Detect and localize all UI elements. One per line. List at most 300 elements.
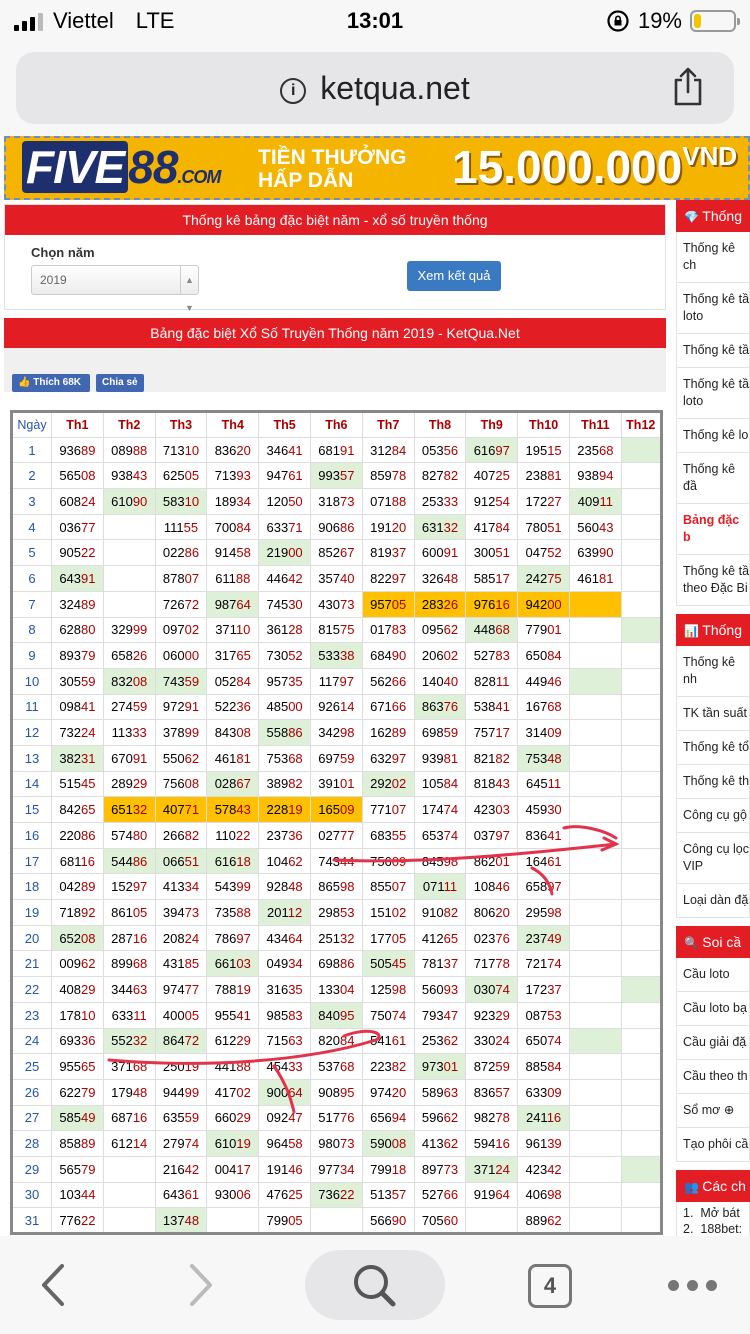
prize-cell: 29598 xyxy=(518,900,570,926)
last-two-digits: 59 xyxy=(132,699,148,715)
prize-cell xyxy=(569,1105,621,1131)
prize-cell: 96139 xyxy=(518,1131,570,1157)
day-cell: 24 xyxy=(12,1028,52,1054)
prize-cell xyxy=(621,771,661,797)
sidebar-link[interactable]: Thống kê ch xyxy=(676,232,750,283)
sidebar-link[interactable]: Tạo phôi cầ xyxy=(676,1128,750,1162)
last-two-digits: 74 xyxy=(443,827,459,843)
search-button[interactable] xyxy=(305,1250,445,1320)
prize-cell: 88962 xyxy=(518,1208,570,1234)
banner-logo: FIVE88.COM xyxy=(22,140,220,194)
last-two-digits: 53 xyxy=(340,904,355,920)
tabs-button[interactable]: 4 xyxy=(528,1264,572,1308)
sidebar-link[interactable]: Thống kê tầ loto xyxy=(676,283,750,334)
prize-cell: 94761 xyxy=(259,463,311,489)
prize-cell: 44642 xyxy=(259,566,311,592)
last-two-digits: 76 xyxy=(340,1110,355,1126)
last-two-digits: 14 xyxy=(132,1136,148,1152)
prize-cell xyxy=(621,925,661,951)
last-two-digits: 77 xyxy=(81,519,96,535)
prize-cell: 44868 xyxy=(466,617,518,643)
last-two-digits: 86 xyxy=(288,725,303,741)
last-two-digits: 83 xyxy=(391,622,407,638)
prize-cell: 98073 xyxy=(310,1131,362,1157)
prize-cell xyxy=(621,1054,661,1080)
prize-cell: 97291 xyxy=(155,694,207,720)
prize-cell: 41265 xyxy=(414,925,466,951)
prize-cell: 84265 xyxy=(52,797,104,823)
prize-cell: 86201 xyxy=(466,848,518,874)
sidebar-link[interactable]: Cầu loto xyxy=(676,958,750,992)
last-two-digits: 67 xyxy=(236,776,251,792)
back-icon[interactable] xyxy=(34,1260,74,1310)
prize-cell: 04752 xyxy=(518,540,570,566)
last-two-digits: 30 xyxy=(547,802,562,818)
sidebar-section-header: 👥 Các ch xyxy=(676,1170,750,1202)
prize-cell xyxy=(621,874,661,900)
prize-cell: 91458 xyxy=(207,540,259,566)
prize-cell: 77622 xyxy=(52,1208,104,1234)
prize-cell: 31873 xyxy=(310,489,362,515)
prize-cell: 80620 xyxy=(466,900,518,926)
last-two-digits: 99 xyxy=(184,1084,200,1100)
prize-cell: 03074 xyxy=(466,977,518,1003)
last-two-digits: 37 xyxy=(391,545,407,561)
last-two-digits: 34 xyxy=(340,1161,355,1177)
last-two-digits: 24 xyxy=(184,930,200,946)
social-bar xyxy=(4,348,666,392)
prize-cell: 91082 xyxy=(414,900,466,926)
prize-cell: 19146 xyxy=(259,1156,311,1182)
prize-cell xyxy=(103,1208,155,1234)
prize-cell xyxy=(621,823,661,849)
prize-cell: 45433 xyxy=(259,1054,311,1080)
prize-cell xyxy=(569,848,621,874)
sidebar-link[interactable]: Cầu theo th xyxy=(676,1060,750,1094)
prize-cell: 17810 xyxy=(52,1002,104,1028)
last-two-digits: 43 xyxy=(132,468,148,484)
prize-cell: 56690 xyxy=(362,1208,414,1234)
table-row xyxy=(12,463,662,489)
last-two-digits: 41 xyxy=(547,827,562,843)
last-two-digits: 99 xyxy=(184,725,200,741)
table-row xyxy=(12,617,662,643)
year-filter-panel xyxy=(4,204,666,313)
prize-cell: 64391 xyxy=(52,566,104,592)
last-two-digits: 76 xyxy=(443,699,459,715)
prize-cell: 78819 xyxy=(207,977,259,1003)
last-two-digits: 74 xyxy=(391,1007,407,1023)
last-two-digits: 48 xyxy=(547,750,562,766)
last-two-digits: 73 xyxy=(184,904,200,920)
prize-cell xyxy=(569,643,621,669)
prize-cell: 22086 xyxy=(52,823,104,849)
last-two-digits: 85 xyxy=(184,956,200,972)
special-prize-table xyxy=(10,410,663,1235)
prize-cell: 30559 xyxy=(52,668,104,694)
last-two-digits: 11 xyxy=(495,673,510,689)
info-icon[interactable]: i xyxy=(280,78,306,104)
prize-cell: 62505 xyxy=(155,463,207,489)
last-two-digits: 73 xyxy=(443,1161,459,1177)
last-two-digits: 46 xyxy=(547,673,562,689)
last-two-digits: 43 xyxy=(495,776,510,792)
prize-cell: 65374 xyxy=(414,823,466,849)
last-two-digits: 22 xyxy=(235,827,251,843)
sidebar-link[interactable]: Thống kê tổ xyxy=(676,731,750,765)
last-two-digits: 76 xyxy=(495,930,510,946)
last-two-digits: 48 xyxy=(288,879,303,895)
last-two-digits: 33 xyxy=(443,493,459,509)
prize-cell: 23736 xyxy=(259,823,311,849)
last-two-digits: 41 xyxy=(236,1007,251,1023)
prize-cell: 09247 xyxy=(259,1105,311,1131)
last-two-digits: 78 xyxy=(391,468,407,484)
more-icon[interactable] xyxy=(668,1280,717,1291)
last-two-digits: 99 xyxy=(236,879,251,895)
last-two-digits: 63 xyxy=(443,1084,459,1100)
last-two-digits: 72 xyxy=(184,596,200,612)
prize-cell: 97420 xyxy=(362,1079,414,1105)
prize-cell: 12598 xyxy=(362,977,414,1003)
users-icon: 👥 xyxy=(684,1180,703,1194)
last-two-digits: 95 xyxy=(340,1084,355,1100)
sidebar-link[interactable]: Sổ mơ ⊕ xyxy=(676,1094,750,1128)
prize-cell: 34463 xyxy=(103,977,155,1003)
prize-cell xyxy=(569,1079,621,1105)
prize-cell: 22382 xyxy=(362,1054,414,1080)
prize-cell: 86105 xyxy=(103,900,155,926)
last-two-digits: 62 xyxy=(184,750,200,766)
prize-cell: 06000 xyxy=(155,643,207,669)
last-two-digits: 62 xyxy=(81,956,96,972)
last-two-digits: 99 xyxy=(132,622,148,638)
prize-cell: 15297 xyxy=(103,874,155,900)
ad-banner[interactable] xyxy=(4,136,750,200)
prize-cell: 79347 xyxy=(414,1002,466,1028)
prize-cell xyxy=(569,771,621,797)
day-cell: 12 xyxy=(12,720,52,746)
last-two-digits: 94 xyxy=(391,1110,407,1126)
prize-cell: 11797 xyxy=(310,668,362,694)
prize-cell: 77107 xyxy=(362,797,414,823)
prize-cell: 15102 xyxy=(362,900,414,926)
sidebar-link[interactable]: Thống kê tầ xyxy=(676,334,750,368)
prize-cell: 59008 xyxy=(362,1131,414,1157)
sidebar-link[interactable]: Cầu loto bạ xyxy=(676,992,750,1026)
column-header-month: Th4 xyxy=(207,412,259,438)
prize-cell: 06651 xyxy=(155,848,207,874)
sidebar-link[interactable]: Thống kê đầ xyxy=(676,453,750,504)
day-cell: 6 xyxy=(12,566,52,592)
prize-cell: 14040 xyxy=(414,668,466,694)
last-two-digits: 62 xyxy=(443,1033,459,1049)
prize-cell: 74530 xyxy=(259,591,311,617)
prize-cell: 93689 xyxy=(52,437,104,463)
prize-cell: 02376 xyxy=(466,925,518,951)
prize-cell: 71778 xyxy=(466,951,518,977)
last-two-digits: 89 xyxy=(81,442,96,458)
url-text: ketqua.net xyxy=(320,70,470,106)
sidebar-link[interactable]: Thống kê th xyxy=(676,765,750,799)
prize-cell: 13748 xyxy=(155,1208,207,1234)
last-two-digits: 07 xyxy=(391,879,407,895)
last-two-digits: 22 xyxy=(81,545,96,561)
prize-cell: 60091 xyxy=(414,540,466,566)
sidebar-link[interactable]: Thống kê lo xyxy=(676,419,750,453)
table-row xyxy=(12,668,662,694)
last-two-digits: 55 xyxy=(183,519,199,535)
last-two-digits: 74 xyxy=(547,1033,562,1049)
last-two-digits: 35 xyxy=(288,981,303,997)
last-two-digits: 46 xyxy=(288,1161,303,1177)
last-two-digits: 44 xyxy=(340,853,355,869)
share-icon[interactable] xyxy=(670,66,706,106)
day-cell: 7 xyxy=(12,591,52,617)
prize-cell xyxy=(569,1156,621,1182)
prize-cell: 20824 xyxy=(155,925,207,951)
prize-cell: 32999 xyxy=(103,617,155,643)
prize-cell: 20602 xyxy=(414,643,466,669)
facebook-share-button[interactable]: Chia sẻ xyxy=(96,374,144,392)
prize-cell: 50545 xyxy=(362,951,414,977)
prize-cell: 61214 xyxy=(103,1131,155,1157)
last-two-digits: 27 xyxy=(547,493,562,509)
prize-cell: 84308 xyxy=(207,720,259,746)
prize-cell: 61019 xyxy=(207,1131,259,1157)
last-two-digits: 79 xyxy=(81,648,96,664)
day-cell: 20 xyxy=(12,925,52,951)
prize-cell: 31409 xyxy=(518,720,570,746)
prize-cell: 71310 xyxy=(155,437,207,463)
last-two-digits: 11 xyxy=(133,1007,147,1023)
prize-cell: 82182 xyxy=(466,745,518,771)
last-two-digits: 11 xyxy=(547,776,562,792)
prize-cell: 65132 xyxy=(103,797,155,823)
prize-cell: 74344 xyxy=(310,848,362,874)
facebook-like-button[interactable]: 👍 Thích 68K xyxy=(12,374,90,392)
prize-cell xyxy=(569,694,621,720)
sidebar-link[interactable]: Công cụ lọc VIP xyxy=(676,833,750,884)
prize-cell xyxy=(103,591,155,617)
day-cell: 23 xyxy=(12,1002,52,1028)
prize-cell: 09841 xyxy=(52,694,104,720)
prize-cell: 61618 xyxy=(207,848,259,874)
last-two-digits: 57 xyxy=(340,468,355,484)
prize-cell: 63309 xyxy=(518,1079,570,1105)
last-two-digits: 62 xyxy=(443,1110,459,1126)
sidebar-link[interactable]: Bảng đặc b xyxy=(676,504,750,555)
last-two-digits: 19 xyxy=(236,1136,251,1152)
last-two-digits: 40 xyxy=(340,570,355,586)
column-header-month: Th1 xyxy=(52,412,104,438)
sidebar-link[interactable]: Thống kê tầ theo Đặc Bi xyxy=(676,555,750,606)
sidebar-link[interactable]: TK tần suất xyxy=(676,697,750,731)
sidebar-link[interactable]: Thống kê nh xyxy=(676,646,750,697)
prize-cell: 84095 xyxy=(310,1002,362,1028)
prize-cell: 22819 xyxy=(259,797,311,823)
prize-cell xyxy=(621,1105,661,1131)
prize-cell: 18934 xyxy=(207,489,259,515)
view-results-button[interactable]: Xem kết quả xyxy=(407,261,501,291)
last-two-digits: 20 xyxy=(236,442,251,458)
address-bar[interactable] xyxy=(16,52,734,124)
last-two-digits: 43 xyxy=(236,802,251,818)
special-prize-panel xyxy=(4,318,666,1238)
last-two-digits: 81 xyxy=(598,570,614,586)
last-two-digits: 51 xyxy=(184,853,200,869)
prize-cell: 07188 xyxy=(362,489,414,515)
prize-cell: 63297 xyxy=(362,745,414,771)
last-two-digits: 71 xyxy=(184,802,200,818)
prize-cell: 32489 xyxy=(52,591,104,617)
prize-cell xyxy=(621,1028,661,1054)
prize-cell: 85978 xyxy=(362,463,414,489)
prize-cell: 11333 xyxy=(103,720,155,746)
prize-cell: 55886 xyxy=(259,720,311,746)
prize-cell: 13304 xyxy=(310,977,362,1003)
last-two-digits: 94 xyxy=(598,468,614,484)
prize-cell: 02777 xyxy=(310,823,362,849)
prize-cell xyxy=(621,797,661,823)
last-two-digits: 37 xyxy=(443,956,459,972)
prize-cell: 52783 xyxy=(466,643,518,669)
prize-cell: 47625 xyxy=(259,1182,311,1208)
forward-icon[interactable] xyxy=(180,1260,220,1310)
prize-cell: 55062 xyxy=(155,745,207,771)
table-row xyxy=(12,797,662,823)
last-two-digits: 26 xyxy=(443,596,459,612)
prize-cell xyxy=(569,617,621,643)
day-cell: 10 xyxy=(12,668,52,694)
last-two-digits: 91 xyxy=(443,545,459,561)
sidebar-link[interactable]: Thống kê tầ loto xyxy=(676,368,750,419)
prize-cell: 95541 xyxy=(207,1002,259,1028)
last-two-digits: 42 xyxy=(288,570,303,586)
prize-cell: 41362 xyxy=(414,1131,466,1157)
prize-cell: 67091 xyxy=(103,745,155,771)
network-type: LTE xyxy=(135,8,175,33)
prize-cell xyxy=(621,437,661,463)
prize-cell: 73622 xyxy=(310,1182,362,1208)
table-header-row xyxy=(12,412,662,438)
prize-cell: 83657 xyxy=(466,1079,518,1105)
last-two-digits: 03 xyxy=(495,802,510,818)
prize-cell: 75348 xyxy=(518,745,570,771)
last-two-digits: 17 xyxy=(495,570,510,586)
sidebar-list-item[interactable]: 2. 188bet: xyxy=(683,1221,743,1236)
prize-cell xyxy=(621,643,661,669)
last-two-digits: 41 xyxy=(495,699,510,715)
last-two-digits: 22 xyxy=(340,1187,355,1203)
prize-cell: 72174 xyxy=(518,951,570,977)
last-two-digits: 05 xyxy=(184,468,200,484)
last-two-digits: 89 xyxy=(391,725,407,741)
last-two-digits: 47 xyxy=(288,1110,303,1126)
last-two-digits: 60 xyxy=(443,1212,459,1228)
prize-cell xyxy=(103,1156,155,1182)
prize-cell: 51776 xyxy=(310,1105,362,1131)
last-two-digits: 78 xyxy=(495,1110,510,1126)
prize-cell: 40725 xyxy=(466,463,518,489)
prize-cell: 21642 xyxy=(155,1156,207,1182)
prize-cell: 11155 xyxy=(155,514,207,540)
last-two-digits: 34 xyxy=(288,956,303,972)
last-two-digits: 22 xyxy=(81,1212,96,1228)
prize-cell: 37168 xyxy=(103,1054,155,1080)
last-two-digits: 24 xyxy=(81,725,96,741)
prize-cell: 53338 xyxy=(310,643,362,669)
prize-cell: 95735 xyxy=(259,668,311,694)
last-two-digits: 98 xyxy=(547,1187,562,1203)
last-two-digits: 59 xyxy=(443,725,459,741)
day-cell: 29 xyxy=(12,1156,52,1182)
last-two-digits: 29 xyxy=(81,981,96,997)
prize-cell xyxy=(569,1182,621,1208)
prize-cell: 58517 xyxy=(466,566,518,592)
prize-cell xyxy=(569,745,621,771)
prize-cell: 98583 xyxy=(259,1002,311,1028)
last-two-digits: 20 xyxy=(391,1084,407,1100)
prize-cell xyxy=(569,1208,621,1234)
last-two-digits: 68 xyxy=(288,750,303,766)
prize-cell: 71393 xyxy=(207,463,259,489)
last-two-digits: 64 xyxy=(236,596,251,612)
prize-cell: 81937 xyxy=(362,540,414,566)
prize-cell xyxy=(207,1208,259,1234)
prize-cell: 21900 xyxy=(259,540,311,566)
last-two-digits: 25 xyxy=(495,468,510,484)
last-two-digits: 66 xyxy=(443,1187,459,1203)
prize-cell xyxy=(621,951,661,977)
last-two-digits: 08 xyxy=(81,930,96,946)
day-cell: 21 xyxy=(12,951,52,977)
prize-cell: 17227 xyxy=(518,489,570,515)
prize-cell: 92848 xyxy=(259,874,311,900)
last-two-digits: 88 xyxy=(236,904,251,920)
prize-cell: 78051 xyxy=(518,514,570,540)
last-two-digits: 35 xyxy=(288,673,303,689)
prize-cell xyxy=(569,1131,621,1157)
prize-cell xyxy=(621,900,661,926)
prize-cell: 40911 xyxy=(569,489,621,515)
sidebar-list-item[interactable]: 1. Mở bát xyxy=(683,1206,740,1220)
prize-cell: 75609 xyxy=(362,848,414,874)
last-two-digits: 29 xyxy=(495,1007,510,1023)
prize-cell xyxy=(621,1131,661,1157)
last-two-digits: 05 xyxy=(132,904,148,920)
last-two-digits: 00 xyxy=(288,699,303,715)
prize-cell: 75074 xyxy=(362,1002,414,1028)
last-two-digits: 86 xyxy=(340,956,355,972)
prize-cell xyxy=(621,489,661,515)
last-two-digits: 58 xyxy=(288,1136,303,1152)
prize-cell: 02867 xyxy=(207,771,259,797)
last-two-digits: 88 xyxy=(236,1059,251,1075)
prize-cell: 78137 xyxy=(414,951,466,977)
prize-cell: 43464 xyxy=(259,925,311,951)
year-select[interactable]: 2019 ▲ ▼ xyxy=(31,265,199,295)
last-two-digits: 48 xyxy=(184,1212,200,1228)
last-two-digits: 89 xyxy=(81,879,96,895)
sidebar-link[interactable]: Loại dàn đặ xyxy=(676,884,750,918)
sidebar-section-header: 🔍 Soi cầ xyxy=(676,926,750,958)
prize-cell: 09702 xyxy=(155,617,207,643)
last-two-digits: 80 xyxy=(132,827,148,843)
prize-cell: 37110 xyxy=(207,617,259,643)
sidebar-link[interactable]: Cầu giải đặ xyxy=(676,1026,750,1060)
sidebar-link[interactable]: Công cụ gộ xyxy=(676,799,750,833)
